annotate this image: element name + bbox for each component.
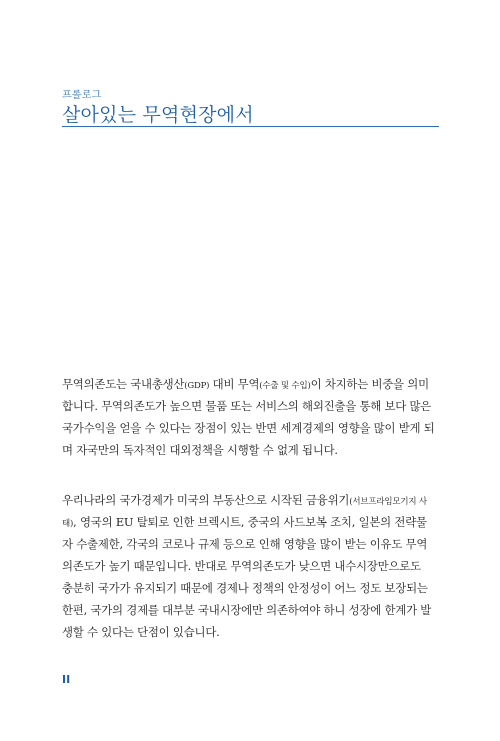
paragraph-1-line-2: 합니다. 무역의존도가 높으면 물품 또는 서비스의 해외진출을 통해 보다 많은 (62, 399, 432, 413)
paragraph-2-line-5: 충분히 국가가 유지되기 때문에 경제나 정책의 안정성이 어느 정도 보장되는 (62, 581, 428, 595)
paragraph-1-line-1: 무역의존도는 국내총생산(GDP) 대비 무역(수출 및 수입)이 차지하는 비중을 의미 (62, 377, 429, 391)
paragraph-2-line-4: 의존도가 높기 때문입니다. 반대로 무역의존도가 낮으면 내수시장만으로도 (62, 559, 421, 573)
paragraph-2-line-2: 태), 영국의 EU 탈퇴로 인한 브렉시트, 중국의 사드보복 조치, 일본의 전략물 (62, 515, 427, 529)
section-kicker: 프롤로그 (62, 90, 102, 101)
paragraph-1-line-3: 국가수익을 얻을 수 있다는 장점이 있는 반면 세계경제의 영향을 많이 받게 되 (62, 421, 435, 435)
paragraph-1-line-4: 며 자국만의 독자적인 대외정책을 시행할 수 없게 됩니다. (62, 443, 338, 457)
paragraph-2-line-7: 생할 수 있다는 단점이 있습니다. (62, 625, 220, 639)
paragraph-2 (62, 489, 440, 643)
paragraph-2-line-1: 우리나라의 국가경제가 미국의 부동산으로 시작된 금융위기(서브프라임모기지 사 (62, 493, 427, 507)
title-underline (62, 126, 439, 127)
page-title: 살아있는 무역현장에서 (62, 104, 254, 126)
paragraph-2-line-3: 자 수출제한, 각국의 코로나 규제 등으로 인해 영향을 많이 받는 이유도 무역 (62, 537, 428, 551)
paragraph-1 (62, 373, 440, 461)
paragraph-2-line-6: 한편, 국가의 경제를 대부분 국내시장에만 의존하여야 하니 성장에 한계가 발 (62, 603, 432, 617)
page-number: II (62, 673, 71, 686)
